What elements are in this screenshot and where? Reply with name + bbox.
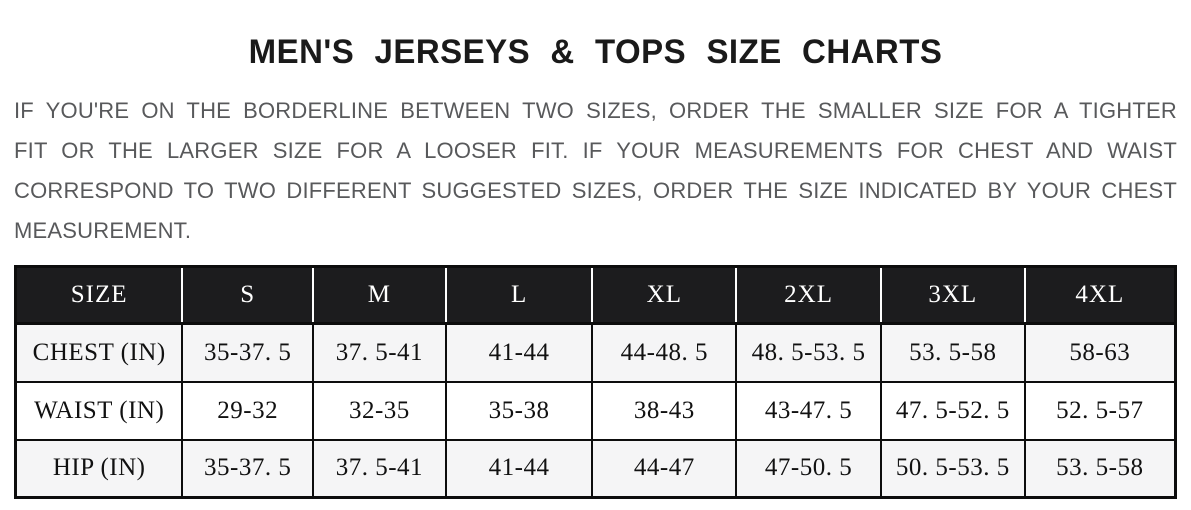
waist-value-m: 32-35 <box>313 382 446 440</box>
header-cell-4xl: 4XL <box>1025 267 1176 324</box>
chest-value-m: 37. 5-41 <box>313 324 446 382</box>
row-label-chest: CHEST (IN) <box>16 324 183 382</box>
size-chart-header <box>16 267 1176 324</box>
waist-value-4xl: 52. 5-57 <box>1025 382 1176 440</box>
hip-value-3xl: 50. 5-53. 5 <box>881 440 1025 498</box>
header-cell-l: L <box>446 267 593 324</box>
table-row-waist <box>16 382 1176 440</box>
chest-value-2xl: 48. 5-53. 5 <box>736 324 881 382</box>
header-cell-size: SIZE <box>16 267 183 324</box>
row-label-hip: HIP (IN) <box>16 440 183 498</box>
hip-value-xl: 44-47 <box>592 440 736 498</box>
waist-value-xl: 38-43 <box>592 382 736 440</box>
chest-value-l: 41-44 <box>446 324 593 382</box>
page-title: MEN'S JERSEYS & TOPS SIZE CHARTS <box>248 33 943 71</box>
hip-value-s: 35-37. 5 <box>182 440 313 498</box>
waist-value-2xl: 43-47. 5 <box>736 382 881 440</box>
hip-value-m: 37. 5-41 <box>313 440 446 498</box>
chest-value-3xl: 53. 5-58 <box>881 324 1025 382</box>
chest-value-xl: 44-48. 5 <box>592 324 736 382</box>
header-cell-3xl: 3XL <box>881 267 1025 324</box>
waist-value-3xl: 47. 5-52. 5 <box>881 382 1025 440</box>
chest-value-s: 35-37. 5 <box>182 324 313 382</box>
table-row-chest <box>16 324 1176 382</box>
waist-value-l: 35-38 <box>446 382 593 440</box>
chest-value-4xl: 58-63 <box>1025 324 1176 382</box>
header-cell-xl: XL <box>592 267 736 324</box>
sizing-instructions-paragraph: IF YOU'RE ON THE BORDERLINE BETWEEN TWO SIZES, ORDER THE SMALLER SIZE FOR A TIGHTER FIT OR THE LARGER SIZE FOR A LOOSER FIT. IF YOUR MEASUREMENTS FOR CHEST AND WAIST CORRESPOND TO TWO DIFFERENT SUGGESTED SIZES, ORDER THE SIZE INDICATED BY YOUR CHEST MEASUREMENT. <box>14 98 1177 243</box>
header-cell-2xl: 2XL <box>736 267 881 324</box>
size-chart-body <box>16 324 1176 498</box>
row-label-waist: WAIST (IN) <box>16 382 183 440</box>
waist-value-s: 29-32 <box>182 382 313 440</box>
hip-value-l: 41-44 <box>446 440 593 498</box>
table-row-hip <box>16 440 1176 498</box>
header-cell-m: M <box>313 267 446 324</box>
size-chart-table <box>14 265 1177 499</box>
hip-value-4xl: 53. 5-58 <box>1025 440 1176 498</box>
header-row <box>16 267 1176 324</box>
hip-value-2xl: 47-50. 5 <box>736 440 881 498</box>
header-cell-s: S <box>182 267 313 324</box>
